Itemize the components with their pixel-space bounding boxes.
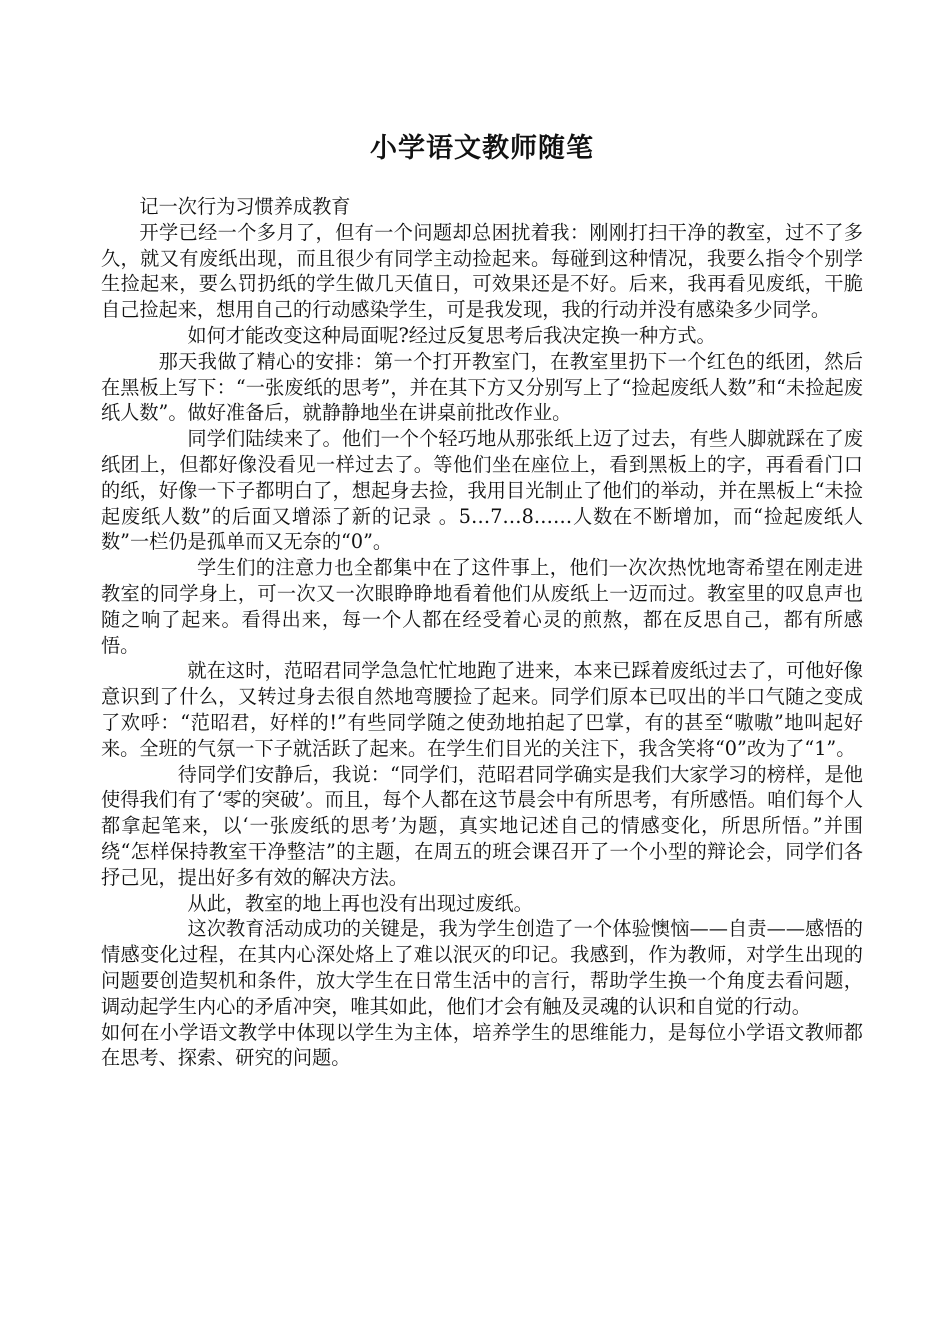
document-body <box>101 194 863 1071</box>
paragraph: 那天我做了精心的安排：第一个打开教室门，在教室里扔下一个红色的纸团，然后在黑板上写下：“一张废纸的思考”，并在其下方又分别写上了“捡起废纸人数”和“未捡起废纸人数”。做好准备后，就静静地坐在讲桌前批改作业。 <box>101 349 863 425</box>
paragraph: 如何才能改变这种局面呢?经过反复思考后我决定换一种方式。 <box>187 323 716 347</box>
paragraph: 如何在小学语文教学中体现以学生为主体，培养学生的思维能力，是每位小学语文教师都在思考、探索、研究的问题。 <box>101 1020 863 1070</box>
paragraph: 学生们的注意力也全都集中在了这件事上，他们一次次热忱地寄希望在刚走进教室的同学身上，可一次又一次眼睁睁地看着他们从废纸上一迈而过。教室里的叹息声也随之响了起来。看得出来，每一个人都在经受着心灵的煎熬，都在反思自己，都有所感悟。 <box>101 556 863 657</box>
paragraph: 同学们陆续来了。他们一个个轻巧地从那张纸上迈了过去，有些人脚就踩在了废纸团上，但都好像没看见一样过去了。等他们坐在座位上，看到黑板上的字，再看看门口的纸，好像一下子都明白了，想起身去捡，我用目光制止了他们的举动，并在黑板上“未捡起废纸人数”的后面又增添了新的记录 。5…7…8……人数在不断增加，而“捡起废纸人数”一栏仍是孤单而又无奈的“0”。 <box>101 427 863 554</box>
paragraph: 待同学们安静后，我说：“同学们，范昭君同学确实是我们大家学习的榜样，是他使得我们有了‘零的突破’。而且，每个人都在这节晨会中有所思考，有所感悟。咱们每个人都拿起笔来，以‘一张废纸的思考’为题，真实地记述自己的情感变化，所思所悟。”并围绕“怎样保持教室干净整洁”的主题，在周五的班会课召开了一个小型的辩论会，同学们各抒己见，提出好多有效的解决方法。 <box>101 762 863 889</box>
paragraph: 记一次行为习惯养成教育 <box>139 195 351 218</box>
paragraph: 开学已经一个多月了，但有一个问题却总困扰着我：刚刚打扫干净的教室，过不了多久，就又有废纸出现，而且很少有同学主动捡起来。每碰到这种情况，我要么指令个别学生捡起来，要么罚扔纸的学生做几天值日，可效果还是不好。后来，我再看见废纸，干脆自己捡起来，想用自己的行动感染学生，可是我发现，我的行动并没有感染多少同学。 <box>101 220 863 322</box>
paragraph: 这次教育活动成功的关键是，我为学生创造了一个体验懊恼——自责——感悟的情感变化过程，在其内心深处烙上了难以泯灭的印记。我感到，作为教师，对学生出现的问题要创造契机和条件，放大学生在日常生活中的言行，帮助学生换一个角度去看问题，调动起学生内心的矛盾冲突，唯其如此，他们才会有触及灵魂的认识和自觉的行动。 <box>101 917 863 1018</box>
document-title: 小学语文教师随笔 <box>370 133 594 164</box>
paragraph: 就在这时，范昭君同学急急忙忙地跑了进来，本来已踩着废纸过去了，可他好像意识到了什么，又转过身去很自然地弯腰捡了起来。同学们原本已叹出的半口气随之变成了欢呼：“范昭君，好样的!”有些同学随之使劲地拍起了巴掌，有的甚至“嗷嗷”地叫起好来。全班的气氛一下子就活跃了起来。在学生们目光的关注下，我含笑将“0”改为了“1”。 <box>101 659 863 760</box>
paragraph: 从此，教室的地上再也没有出现过废纸。 <box>187 891 533 915</box>
